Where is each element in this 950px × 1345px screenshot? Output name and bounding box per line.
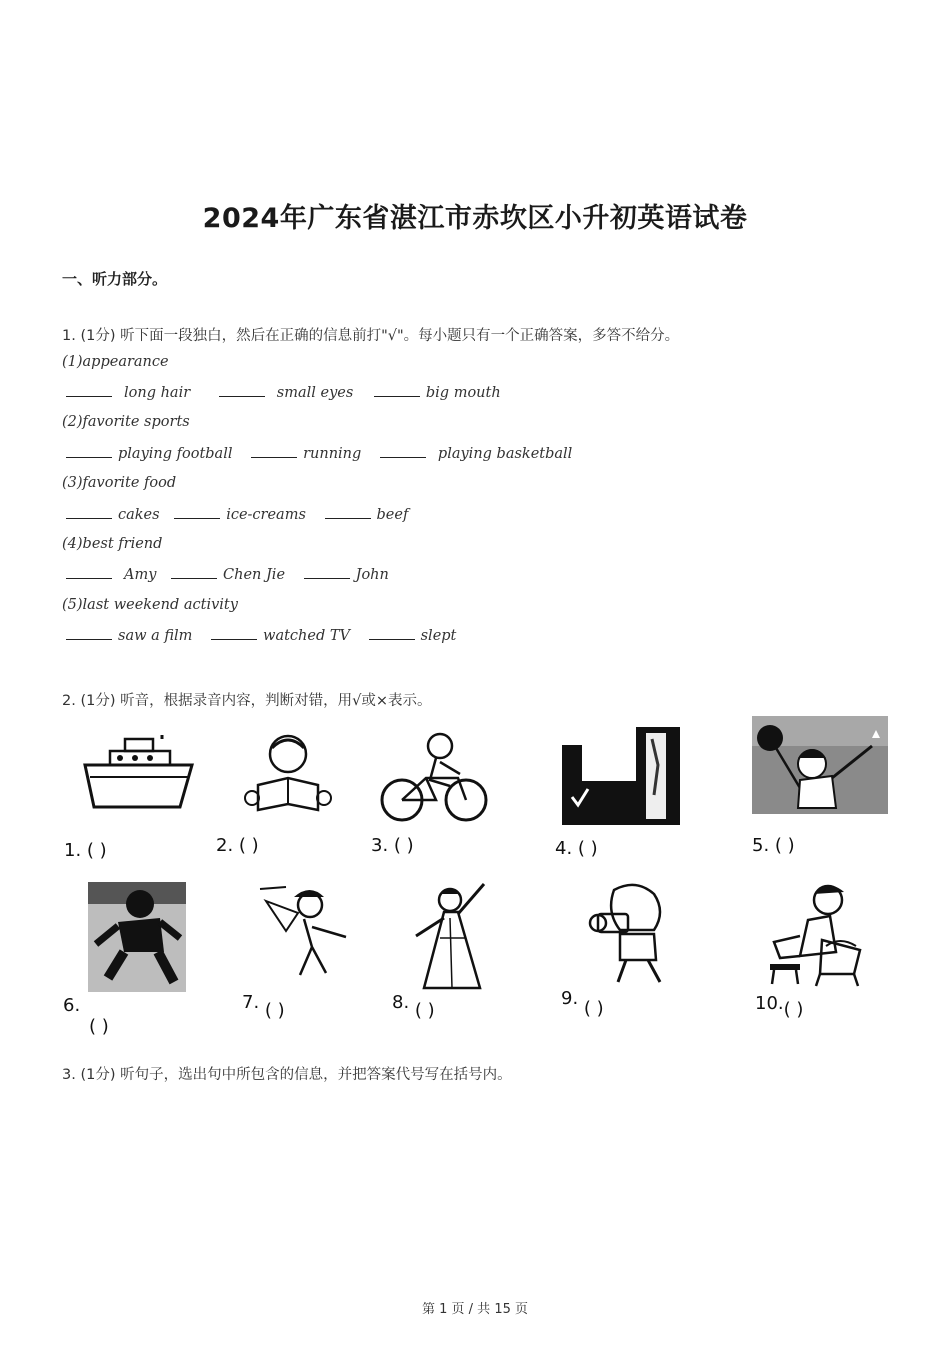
q2-item-2 <box>216 835 259 856</box>
ship-picture <box>80 735 200 815</box>
item-number: 2. <box>216 835 234 856</box>
option: John <box>355 567 389 583</box>
question-2-stem: 2. (1分) 听音，根据录音内容，判断对错，用√或×表示。 <box>62 693 432 709</box>
q2-item-5 <box>752 835 795 856</box>
q2-item-9 <box>561 988 604 1019</box>
boy-running-picture <box>88 882 186 992</box>
q1-group-1-head: (1)appearance <box>62 354 169 370</box>
q2-item-10 <box>755 993 804 1020</box>
answer-bracket[interactable]: ( ) <box>414 1000 435 1021</box>
answer-blank[interactable] <box>66 568 112 579</box>
q1-group-4-options <box>66 567 403 583</box>
q1-group-4-head: (4)best friend <box>62 536 163 552</box>
q1-group-3-options <box>66 507 422 523</box>
page-title: 2024年广东省湛江市赤坎区小升初英语试卷 <box>202 203 748 234</box>
page-footer: 第 1 页 / 共 15 页 <box>422 1302 528 1317</box>
q2-item-7 <box>242 992 285 1021</box>
answer-blank[interactable] <box>174 508 220 519</box>
q1-group-2-head: (2)favorite sports <box>62 414 190 430</box>
answer-bracket[interactable]: ( ) <box>89 1016 109 1037</box>
q1-group-5-options <box>66 628 470 644</box>
item-number: 4. <box>555 838 573 859</box>
q1-group-3-head: (3)favorite food <box>62 475 177 491</box>
option: slept <box>420 628 457 644</box>
option: Chen Jie <box>223 567 286 583</box>
q2-item-8 <box>392 992 435 1021</box>
option: small eyes <box>276 385 354 401</box>
answer-blank[interactable] <box>219 386 265 397</box>
answer-bracket[interactable]: ( ) <box>783 999 804 1020</box>
answer-blank[interactable] <box>211 629 257 640</box>
option: Amy <box>124 567 157 583</box>
boy-badminton-picture <box>752 716 888 814</box>
option: long hair <box>124 385 191 401</box>
boy-cycling-picture <box>378 728 490 828</box>
answer-bracket[interactable]: ( ) <box>393 835 414 856</box>
option: saw a film <box>118 628 193 644</box>
answer-bracket[interactable]: ( ) <box>774 835 795 856</box>
answer-bracket[interactable]: ( ) <box>264 1000 285 1021</box>
option: playing football <box>118 446 233 462</box>
option: ice-creams <box>226 507 306 523</box>
option: playing basketball <box>437 446 573 462</box>
girl-washing-picture <box>760 880 868 990</box>
item-number: 5. <box>752 835 770 856</box>
answer-bracket[interactable]: ( ) <box>583 998 604 1019</box>
girl-dancing-picture <box>410 878 496 990</box>
answer-blank[interactable] <box>374 386 420 397</box>
answer-blank[interactable] <box>66 508 112 519</box>
answer-blank[interactable] <box>66 629 112 640</box>
answer-blank[interactable] <box>304 568 350 579</box>
option: running <box>303 446 362 462</box>
option: cakes <box>118 507 160 523</box>
option: beef <box>376 507 409 523</box>
item-number: 9. <box>561 988 579 1009</box>
q2-item-3 <box>371 835 414 856</box>
option: big mouth <box>425 385 501 401</box>
answer-blank[interactable] <box>66 386 112 397</box>
answer-bracket[interactable]: ( ) <box>238 835 259 856</box>
answer-bracket[interactable]: ( ) <box>86 840 107 861</box>
section-heading-listening: 一、听力部分。 <box>62 270 168 288</box>
item-number: 7. <box>242 992 260 1013</box>
door-picture <box>562 725 684 825</box>
q2-item-6 <box>63 995 109 1037</box>
option: watched TV <box>263 628 350 644</box>
answer-blank[interactable] <box>171 568 217 579</box>
item-number: 3. <box>371 835 389 856</box>
q1-group-5-head: (5)last weekend activity <box>62 597 238 613</box>
q2-item-1 <box>64 840 107 861</box>
q1-group-1-options <box>66 385 515 401</box>
item-number: 8. <box>392 992 410 1013</box>
boy-reading-picture <box>240 730 340 820</box>
answer-blank[interactable] <box>325 508 371 519</box>
q1-group-2-options <box>66 446 586 462</box>
item-number: 1. <box>64 840 82 861</box>
item-number: 10. <box>755 993 784 1014</box>
question-3-stem: 3. (1分) 听句子，选出句中所包含的信息，并把答案代号写在括号内。 <box>62 1067 512 1083</box>
girl-camera-picture <box>584 882 674 986</box>
answer-blank[interactable] <box>380 447 426 458</box>
answer-bracket[interactable]: ( ) <box>577 838 598 859</box>
question-1-stem: 1. (1分) 听下面一段独白，然后在正确的信息前打"√"。每小题只有一个正确答案，多答不给分。 <box>62 328 680 344</box>
q2-item-4 <box>555 838 598 859</box>
answer-blank[interactable] <box>66 447 112 458</box>
item-number: 6. <box>63 995 81 1016</box>
answer-blank[interactable] <box>251 447 297 458</box>
girl-kite-picture <box>256 883 356 983</box>
answer-blank[interactable] <box>369 629 415 640</box>
